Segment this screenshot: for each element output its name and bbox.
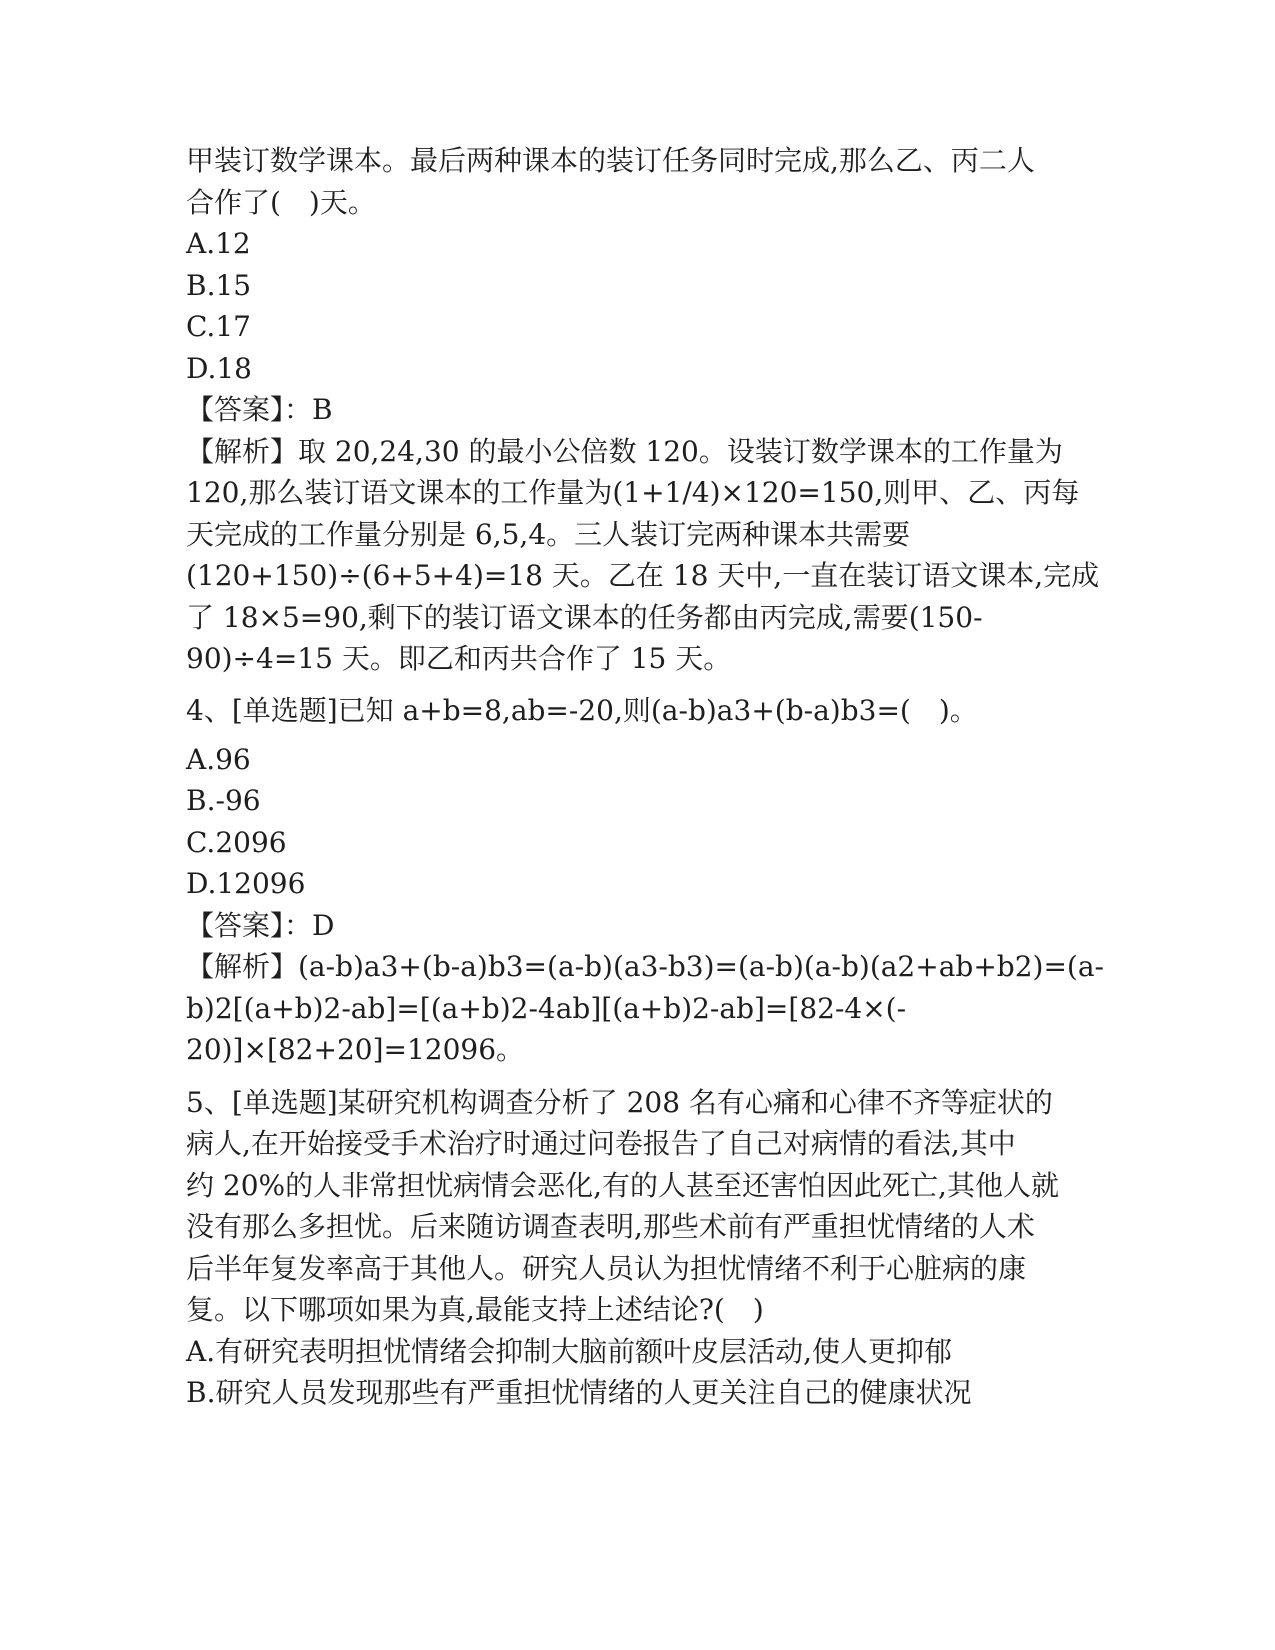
q4-option-b: B.-96 [186,784,261,817]
q3-option-c: C.17 [186,310,251,343]
q4-stem-line: 4、[单选题]已知 a+b=8,ab=-20,则(a-b)a3+(b-a)b3=( )。 [186,694,978,727]
q4-option-c: C.2096 [186,826,287,859]
q5-option-b: B.研究人员发现那些有严重担忧情绪的人更关注自己的健康状况 [186,1376,972,1409]
q4-option-a: A.96 [186,743,251,776]
q5-stem-line: 5、[单选题]某研究机构调查分析了 208 名有心痛和心律不齐等症状的 [186,1086,1053,1119]
q5-stem-line: 约 20%的人非常担忧病情会恶化,有的人甚至还害怕因此死亡,其他人就 [186,1169,1059,1202]
q5-stem-line: 没有那么多担忧。后来随访调查表明,那些术前有严重担忧情绪的人术 [186,1210,1035,1243]
q5-stem-line: 后半年复发率高于其他人。研究人员认为担忧情绪不利于心脏病的康 [186,1252,1027,1285]
q4-analysis-line: 【解析】(a-b)a3+(b-a)b3=(a-b)(a3-b3)=(a-b)(a-b)(a2+ab+b2)=(a- [186,950,1104,983]
q3-stem-line: 甲装订数学课本。最后两种课本的装订任务同时完成,那么乙、丙二人 [186,144,1035,177]
q3-analysis-line: 天完成的工作量分别是 6,5,4。三人装订完两种课本共需要 [186,518,911,551]
q5-stem-line: 病人,在开始接受手术治疗时通过问卷报告了自己对病情的看法,其中 [186,1127,1016,1160]
q3-option-d: D.18 [186,352,252,385]
q3-option-b: B.15 [186,269,252,302]
q4-analysis-line: 20)]×[82+20]=12096。 [186,1033,525,1066]
q3-analysis-line: 【解析】取 20,24,30 的最小公倍数 120。设装订数学课本的工作量为 [186,435,1063,468]
q3-analysis-line: (120+150)÷(6+5+4)=18 天。乙在 18 天中,一直在装订语文课本,完成 [186,559,1100,592]
q3-analysis-line: 120,那么装订语文课本的工作量为(1+1/4)×120=150,则甲、乙、丙每 [186,476,1080,509]
q4-option-d: D.12096 [186,867,306,900]
q4-analysis-line: b)2[(a+b)2-ab]=[(a+b)2-4ab][(a+b)2-ab]=[82-4×(- [186,992,907,1025]
q5-option-a: A.有研究表明担忧情绪会抑制大脑前额叶皮层活动,使人更抑郁 [186,1335,953,1368]
q3-analysis-line: 90)÷4=15 天。即乙和丙共合作了 15 天。 [186,642,732,675]
q3-option-a: A.12 [186,227,251,260]
q3-stem-line: 合作了( )天。 [186,186,376,219]
q3-analysis-line: 了 18×5=90,剩下的装订语文课本的任务都由丙完成,需要(150- [186,601,983,634]
q5-stem-line: 复。以下哪项如果为真,最能支持上述结论?( ) [186,1293,764,1326]
q4-answer: 【答案】：D [186,909,335,942]
q3-answer: 【答案】：B [186,393,333,426]
